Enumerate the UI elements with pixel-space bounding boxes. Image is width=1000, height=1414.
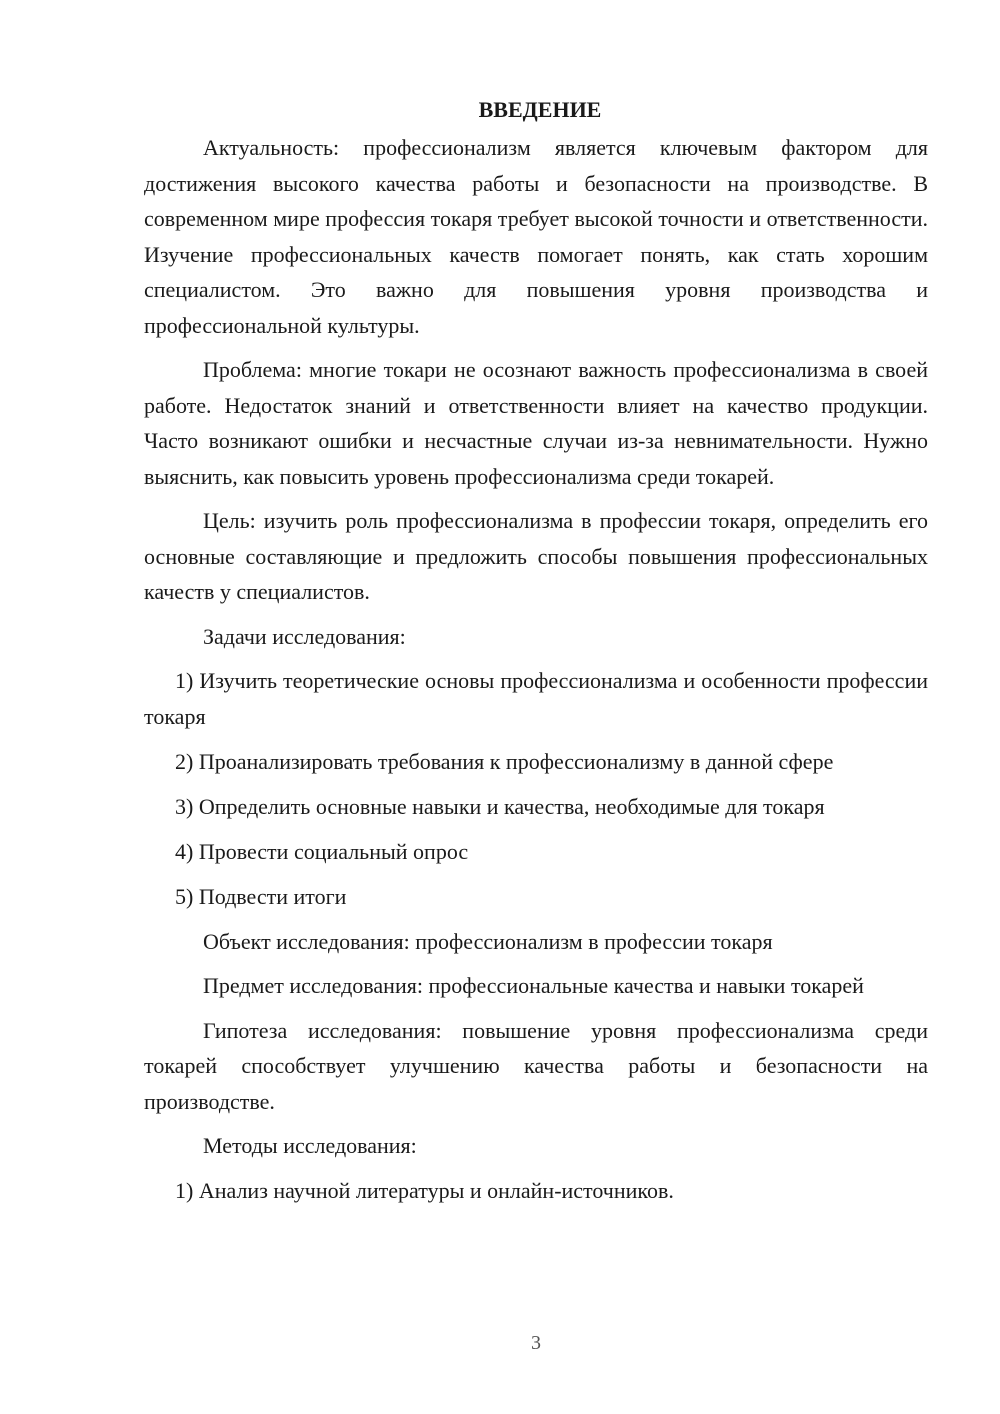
paragraph-relevance: Актуальность: профессионализм является ключевым фактором для достижения высокого качества работы и безопасности на производстве. В современном мире профессия токаря требует высокой точности и ответственности. Изучение профессиональных качеств помогает понять, как стать хорошим специалистом. Это важно для повышения уровня производства и профессиональной культуры. xyxy=(144,135,928,338)
paragraph-problem: Проблема: многие токари не осознают важность профессионализма в своей работе. Недостаток знаний и ответственности влияет на качество продукции. Часто возникают ошибки и несчастные случаи из-за невнимательности. Нужно выяснить, как повысить уровень профессионализма среди токарей. xyxy=(144,357,928,489)
methods-heading: Методы исследования: xyxy=(203,1133,417,1158)
task-item-3: 3) Определить основные навыки и качества, необходимые для токаря xyxy=(175,793,825,819)
task-item-2: 2) Проанализировать требования к профессионализму в данной сфере xyxy=(175,748,834,774)
method-item-1: 1) Анализ научной литературы и онлайн-источников. xyxy=(175,1177,674,1203)
task-item-5: 5) Подвести итоги xyxy=(175,883,347,909)
section-title: ВВЕДЕНИЕ xyxy=(478,97,602,122)
document-page xyxy=(144,92,928,1218)
task-item-4: 4) Провести социальный опрос xyxy=(175,838,469,864)
paragraph-hypothesis: Гипотеза исследования: повышение уровня профессионализма среди токарей способствует улучшению качества работы и безопасности на производстве. xyxy=(144,1017,928,1114)
tasks-heading: Задачи исследования: xyxy=(203,623,406,649)
task-item-1: 1) Изучить теоретические основы профессионализма и особенности профессии токаря xyxy=(144,668,928,729)
paragraph-subject: Предмет исследования: профессиональные качества и навыки токарей xyxy=(203,973,864,998)
page-number: 3 xyxy=(531,1332,541,1354)
paragraph-object: Объект исследования: профессионализм в профессии токаря xyxy=(203,928,773,954)
paragraph-goal: Цель: изучить роль профессионализма в профессии токаря, определить его основные составляющие и предложить способы повышения профессиональных качеств у специалистов. xyxy=(144,508,928,604)
